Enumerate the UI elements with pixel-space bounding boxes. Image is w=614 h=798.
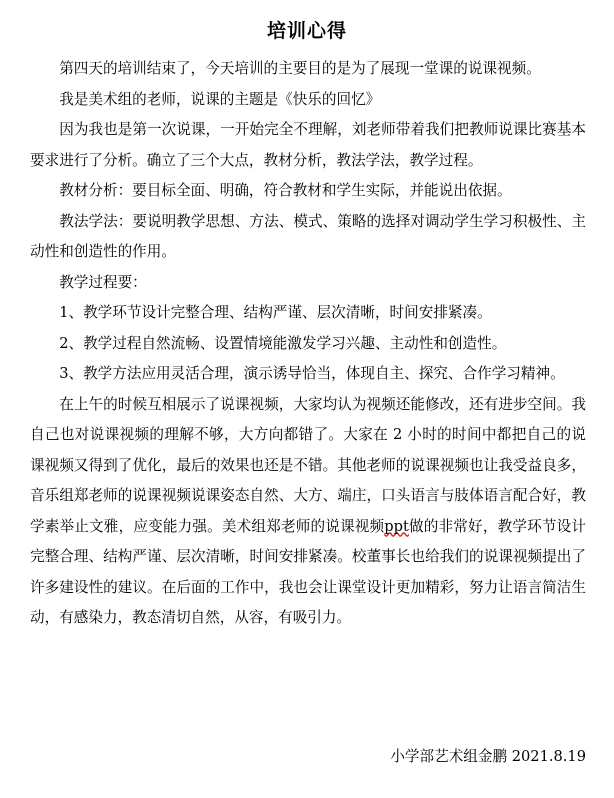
document-body xyxy=(30,54,586,634)
paragraph-process-heading: 教学过程要： xyxy=(59,273,147,291)
list-item-process-3: 3、教学方法应用灵活合理，演示诱导恰当，体现自主、探究、合作学习精神。 xyxy=(59,365,565,382)
ppt-word: ppt xyxy=(384,517,409,535)
reflection-text-end: 做的非常好，教学环节设计完整合理、结构严谨、层次清晰，时间安排紧凑。校董事长也给我们的说课视频提出了许多建设性的建议。在后面的工作中，我也会让课堂设计更加精彩，努力让语言简洁生动，有感染力，教态清切自然，从容，有吸引力。 xyxy=(30,517,586,626)
list-item-process-2: 2、教学过程自然流畅、设置情境能激发学习兴趣、主动性和创造性。 xyxy=(59,334,507,352)
paragraph-topic: 我是美术组的老师，说课的主题是《快乐的回忆》 xyxy=(59,90,381,108)
paragraph-reflection xyxy=(30,390,586,634)
paragraph-textbook-analysis: 教材分析：要目标全面、明确，符合教材和学生实际，并能说出依据。 xyxy=(59,182,512,199)
signature-line: 小学部艺术组金鹏 2021.8.19 xyxy=(390,748,586,765)
paragraph-requirements: 因为我也是第一次说课，一开始完全不理解，刘老师带着我们把教师说课比赛基本要求进行了分析。确立了三个大点，教材分析，教法学法，教学过程。 xyxy=(30,121,586,169)
reflection-text-start: 在上午的时候互相展示了说课视频，大家均认为视频还能修改，还有进步空间。我自己也对说课视频的理解不够，大方向都错了。大家在 2 小时的时间中都把自己的说课视频又得到了优化，最后的效果也还是不错。其他老师的说课视频也让我受益良多，音乐组郑老师的说课视频说课姿态自然、大方、端庄，口头语言与肢体语言配合好，教学素举止文雅，应变能力强。美术组郑老师的说课视频 xyxy=(30,395,586,535)
page-title: 培训心得 xyxy=(266,20,347,42)
paragraph-teaching-methods: 教法学法：要说明教学思想、方法、模式、策略的选择对调动学生学习积极性、主动性和创造性的作用。 xyxy=(30,212,586,260)
list-item-process-1: 1、教学环节设计完整合理、结构严谨、层次清晰，时间安排紧凑。 xyxy=(59,304,492,321)
paragraph-training-end: 第四天的培训结束了，今天培训的主要目的是为了展现一堂课的说课视频。 xyxy=(59,60,541,77)
